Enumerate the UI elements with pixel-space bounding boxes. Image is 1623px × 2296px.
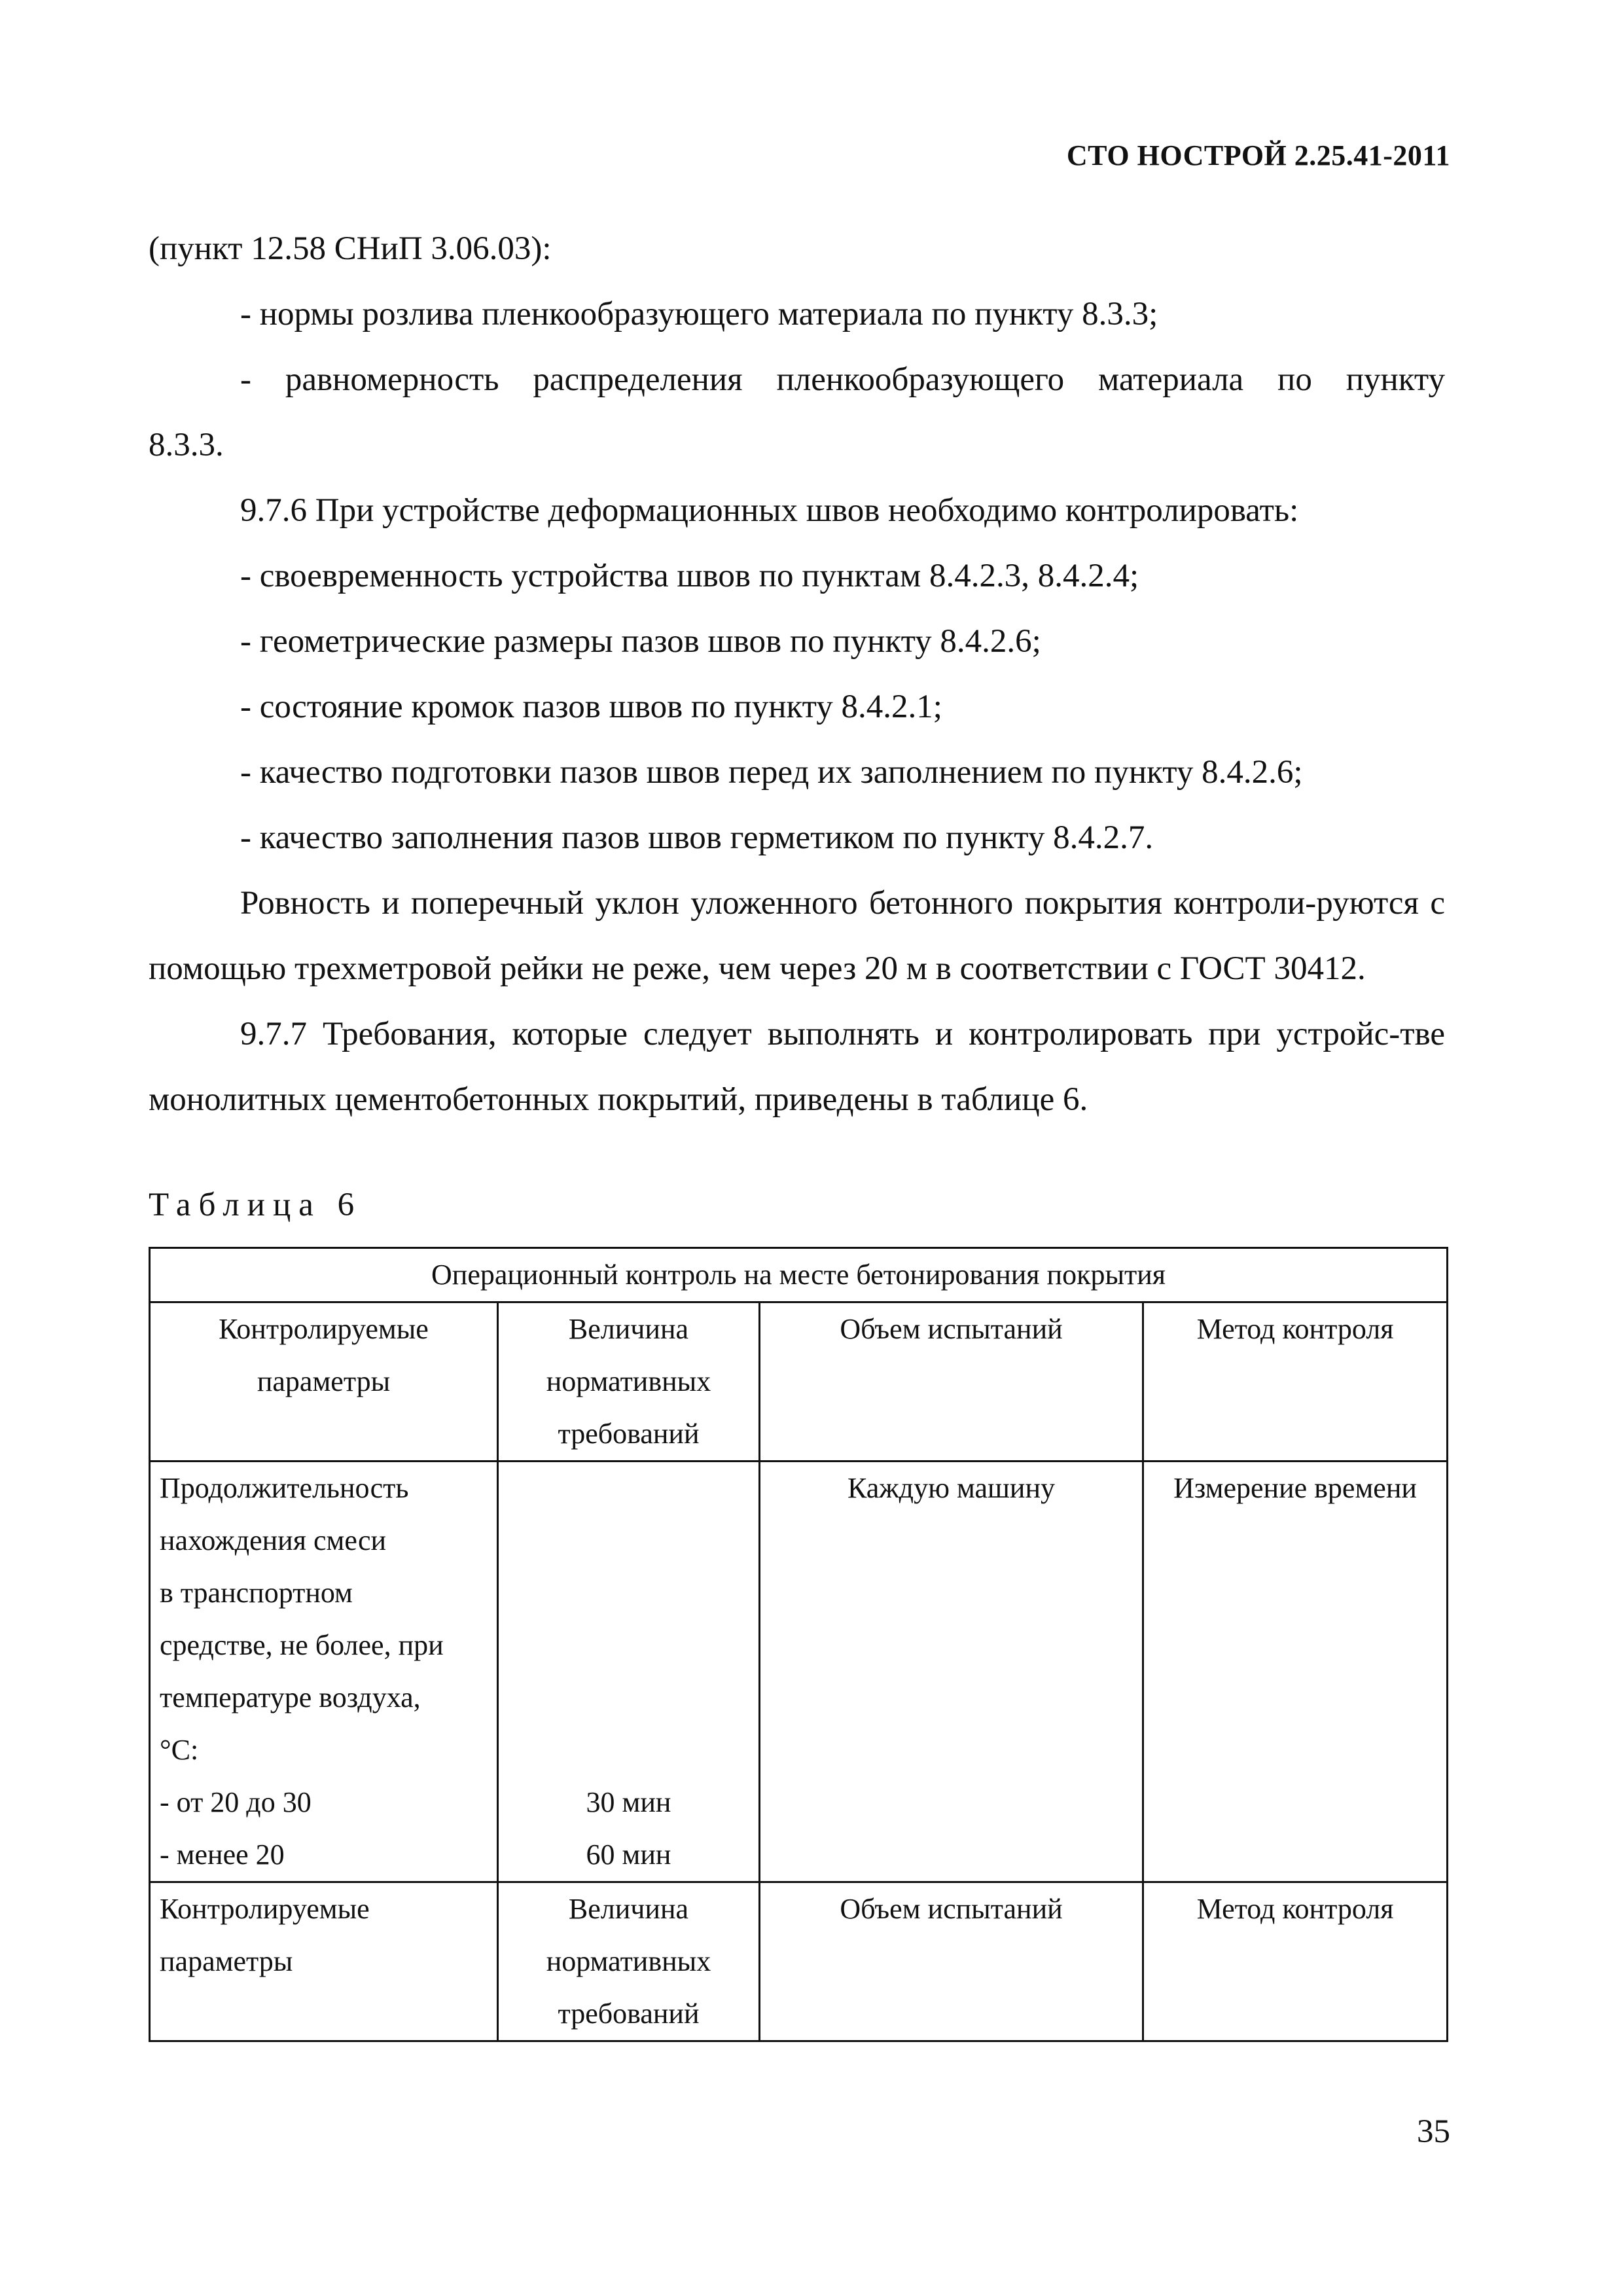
table-title: Операционный контроль на месте бетонирования покрытия — [150, 1248, 1448, 1302]
table-row — [150, 1462, 1448, 1882]
volume-cell: Каждую машину — [760, 1462, 1143, 1882]
list-item: - геометрические размеры пазов швов по пункту 8.4.2.6; — [240, 623, 1041, 660]
cell-line: Продолжительность — [160, 1472, 409, 1504]
cell-line: в транспортном — [160, 1577, 353, 1609]
method-cell: Измерение времени — [1143, 1462, 1448, 1882]
list-item: - качество заполнения пазов швов герметиком по пункту 8.4.2.7. — [240, 819, 1154, 856]
list-item: - нормы розлива пленкообразующего материала по пункту 8.3.3; — [240, 296, 1158, 332]
header-cell: Величина нормативных требований — [498, 1302, 760, 1462]
value-line: 60 мин — [586, 1839, 671, 1871]
page-number: 35 — [1417, 2113, 1450, 2150]
cell-line: °С: — [160, 1734, 199, 1766]
clause-9-7-6: 9.7.6 При устройстве деформационных швов необходимо контролировать: — [240, 492, 1299, 529]
header-cell: Метод контроля — [1143, 1302, 1448, 1462]
header-cell: Метод контроля — [1143, 1882, 1448, 2041]
cell-line: средстве, не более, при — [160, 1629, 444, 1661]
paragraph: (пункт 12.58 СНиП 3.06.03): — [149, 230, 552, 267]
list-item: - состояние кромок пазов швов по пункту 8.4.2.1; — [240, 689, 942, 725]
body-text — [149, 216, 1445, 1132]
list-item: - равномерность распределения пленкообразующего материала по пункту — [240, 361, 1445, 398]
header-cell: Величина нормативных требований — [498, 1882, 760, 2041]
header-cell: Объем испытаний — [760, 1882, 1143, 2041]
table-title-row — [150, 1248, 1448, 1302]
paragraph: Ровность и поперечный уклон уложенного бетонного покрытия контроли-руются с помощью трехметровой рейки не реже, чем через 20 м в соответствии с ГОСТ 30412. — [149, 885, 1445, 987]
list-item: - качество подготовки пазов швов перед их заполнением по пункту 8.4.2.6; — [240, 754, 1303, 791]
value-cell — [498, 1462, 760, 1882]
clause-9-7-7: 9.7.7 Требования, которые следует выполнять и контролировать при устройс-тве монолитных цементобетонных покрытий, приведены в таблице 6. — [149, 1016, 1445, 1118]
header-cell: Объем испытаний — [760, 1302, 1143, 1462]
cell-line: нахождения смеси — [160, 1524, 387, 1556]
table-caption: Таблица 6 — [149, 1187, 363, 1223]
table-repeat-header-row — [150, 1882, 1448, 2041]
cell-line: - менее 20 — [160, 1839, 285, 1871]
table-header-row — [150, 1302, 1448, 1462]
parameter-cell — [150, 1462, 498, 1882]
paragraph: 8.3.3. — [149, 427, 224, 463]
document-code-header: СТО НОСТРОЙ 2.25.41-2011 — [1066, 139, 1450, 171]
table-6 — [149, 1247, 1448, 2042]
cell-line: - от 20 до 30 — [160, 1786, 312, 1818]
header-cell: Контролируемые параметры — [150, 1882, 498, 2041]
list-item: - своевременность устройства швов по пунктам 8.4.2.3, 8.4.2.4; — [240, 558, 1139, 594]
header-cell: Контролируемые параметры — [150, 1302, 498, 1462]
value-line: 30 мин — [586, 1786, 671, 1818]
cell-line: температуре воздуха, — [160, 1681, 421, 1713]
